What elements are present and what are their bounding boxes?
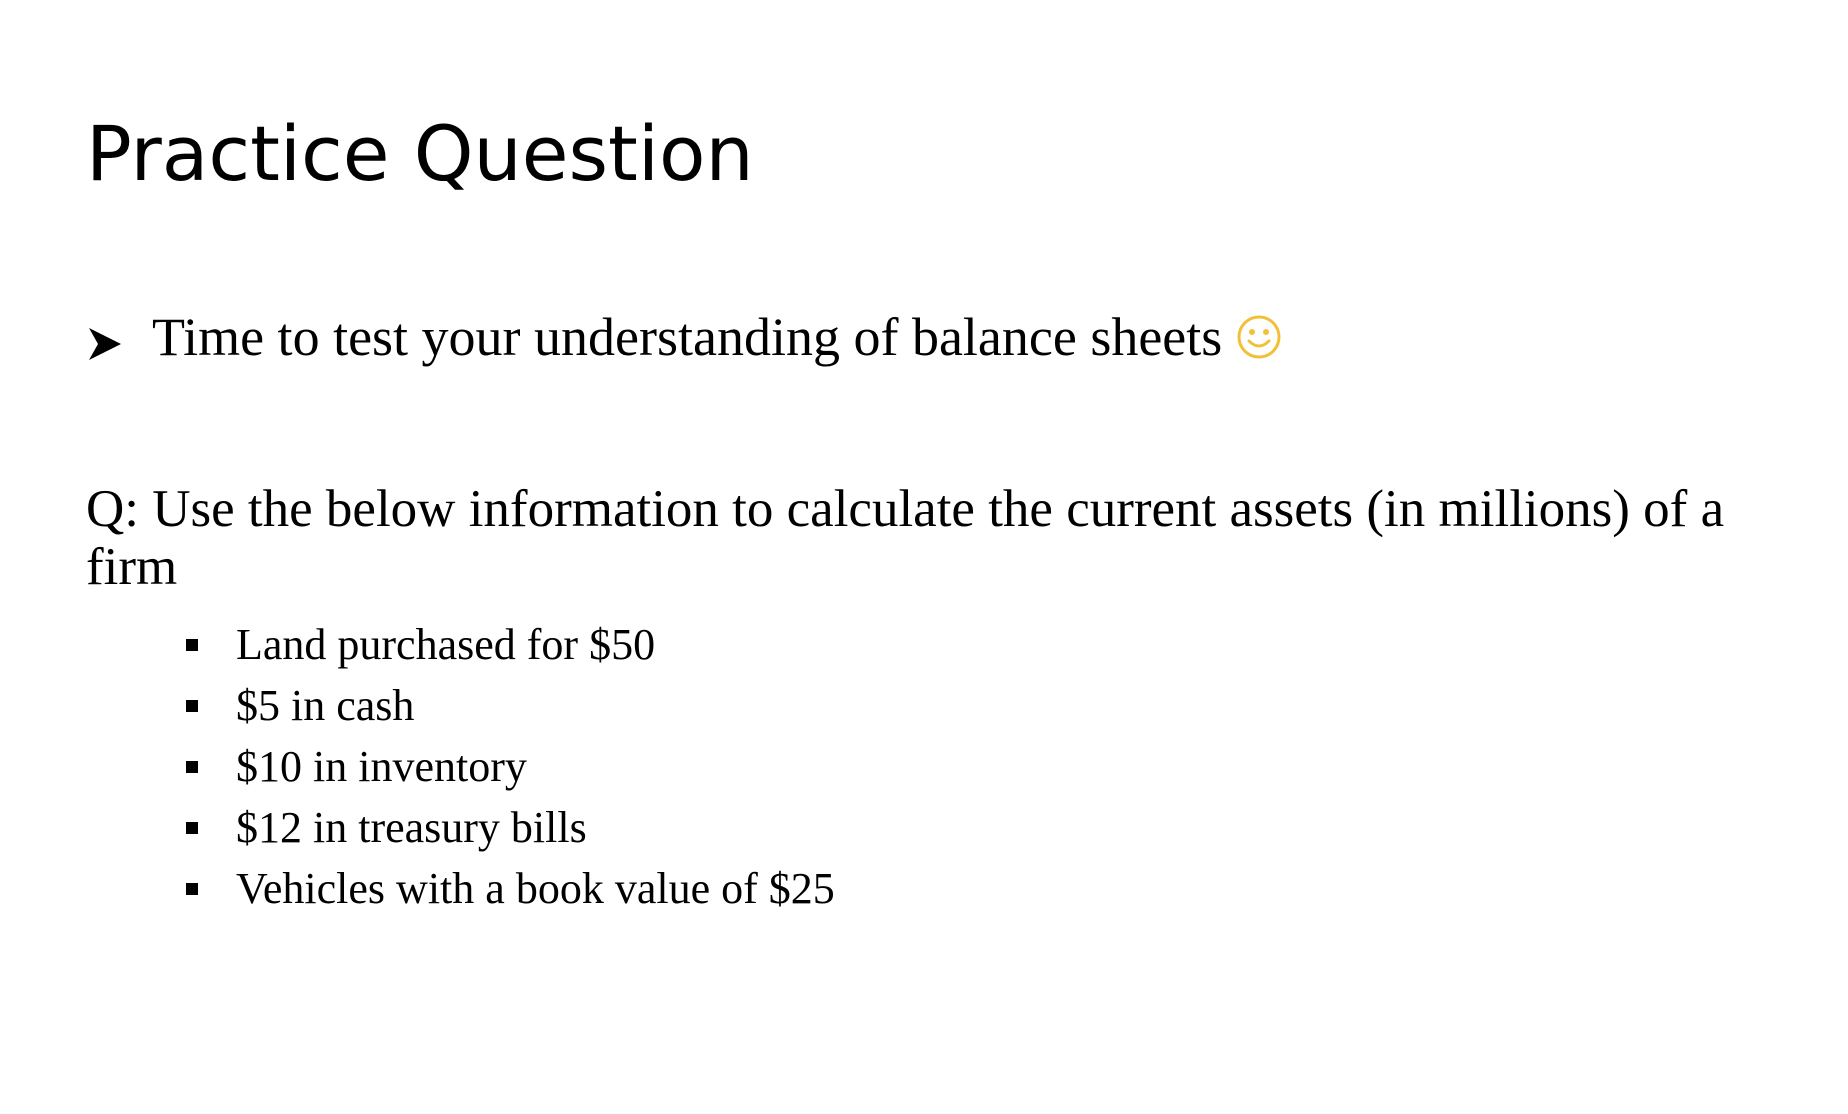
list-item: [186, 858, 835, 919]
info-list: [186, 614, 835, 919]
square-bullet-icon: [186, 639, 198, 651]
list-item-text: Vehicles with a book value of $25: [236, 864, 835, 913]
list-item-text: Land purchased for $50: [236, 620, 656, 669]
list-item: [186, 614, 835, 675]
list-item: [186, 675, 835, 736]
square-bullet-icon: [186, 761, 198, 773]
intro-text: Time to test your understanding of balance sheets: [152, 307, 1223, 367]
list-item-text: $12 in treasury bills: [236, 803, 587, 852]
square-bullet-icon: [186, 883, 198, 895]
arrow-bullet-icon: [86, 318, 124, 356]
question-text: Q: Use the below information to calculate the current assets (in millions) of a firm: [86, 480, 1725, 596]
intro-line: [86, 307, 1282, 367]
list-item-text: $5 in cash: [236, 681, 415, 730]
smiley-face-icon: [1236, 314, 1282, 360]
list-item: [186, 736, 835, 797]
square-bullet-icon: [186, 822, 198, 834]
list-item: [186, 797, 835, 858]
square-bullet-icon: [186, 700, 198, 712]
list-item-text: $10 in inventory: [236, 742, 527, 791]
slide-title: Practice Question: [86, 109, 754, 198]
